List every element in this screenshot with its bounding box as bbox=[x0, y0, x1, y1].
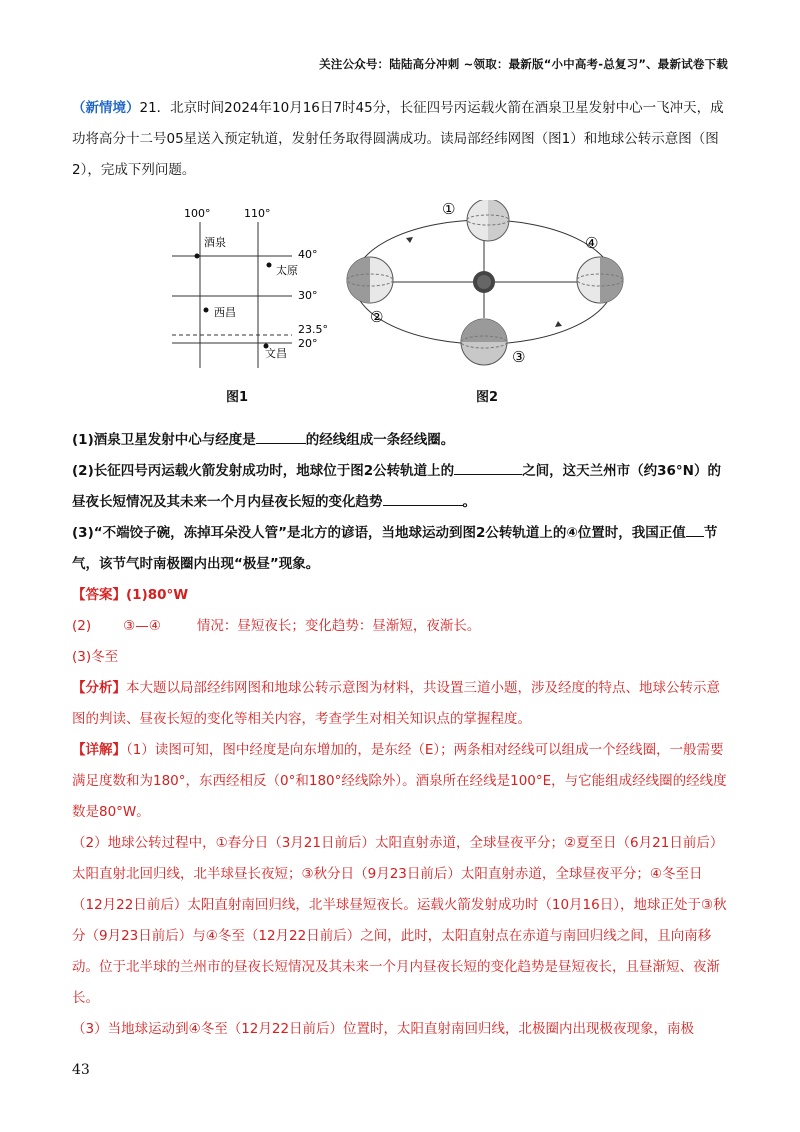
sun-core bbox=[477, 275, 491, 289]
figures bbox=[170, 200, 650, 410]
question-stem bbox=[72, 93, 730, 186]
position-label-2: ② bbox=[370, 308, 384, 326]
answer-3: (3)冬至 bbox=[72, 649, 119, 665]
earth-position-2 bbox=[347, 257, 393, 303]
sub1-text-b: 的经线组成一条经线圈。 bbox=[305, 432, 455, 448]
sub3-text-a: (3)“不端饺子碗，冻掉耳朵没人管”是北方的谚语，当地球运动到图2公转轨道上的④位置时，我国正值 bbox=[72, 525, 686, 541]
place-jiuquan: 酒泉 bbox=[204, 236, 226, 249]
place-dot-taiyuan bbox=[267, 263, 272, 268]
position-label-4: ④ bbox=[585, 234, 599, 252]
answer-line-1 bbox=[72, 580, 730, 611]
position-label-3: ③ bbox=[512, 348, 526, 366]
answer-line-3 bbox=[72, 642, 730, 673]
detail-text-1: （1）读图可知，图中经度是向东增加的，是东经（E）；两条相对经线可以组成一个经线圈，一般需要满足度数和为180°，东西经相反（0°和180°经线除外）。酒泉所在经线是100°E，与它能组成经线圈的经线度数是80°W。 bbox=[72, 742, 727, 820]
orbit-arrow bbox=[555, 321, 562, 327]
detail-p1 bbox=[72, 735, 730, 828]
earth-night-side bbox=[600, 257, 623, 303]
earth-night-side bbox=[461, 319, 507, 342]
answer-1: (1)80°W bbox=[126, 587, 189, 603]
place-wenchang: 文昌 bbox=[265, 347, 287, 360]
question-text: 21．北京时间2024年10月16日7时45分，长征四号丙运载火箭在酒泉卫星发射中心一飞冲天，成功将高分十二号05星送入预定轨道，发射任务取得圆满成功。读局部经纬网图（图1）和地球公转示意图（图2），完成下列问题。 bbox=[72, 100, 724, 178]
earth-position-3 bbox=[461, 319, 507, 365]
place-dot-jiuquan bbox=[195, 254, 200, 259]
answer-blank-2b bbox=[383, 491, 463, 506]
analysis bbox=[72, 673, 730, 735]
page-header: 关注公众号：陆陆高分冲刺 ~领取：最新版“小中高考-总复习”、最新试卷下载 bbox=[319, 57, 728, 71]
place-xichang: 西昌 bbox=[214, 306, 236, 319]
sub2-text-a: (2)长征四号丙运载火箭发射成功时，地球位于图2公转轨道上的 bbox=[72, 463, 455, 479]
figure2-orbit bbox=[347, 200, 623, 366]
lat-label-40: 40° bbox=[298, 248, 318, 261]
place-dot-xichang bbox=[204, 308, 209, 313]
sub-question-2 bbox=[72, 456, 730, 518]
place-taiyuan: 太原 bbox=[276, 264, 298, 277]
lon-label-100: 100° bbox=[184, 207, 211, 220]
earth-night-side bbox=[488, 200, 509, 241]
sub3-text-b: 节气，该节气时南极圈内出现“极昼”现象。 bbox=[72, 525, 718, 572]
page-number: 43 bbox=[72, 1062, 90, 1078]
position-label-1: ① bbox=[442, 200, 456, 218]
detail-label: 【详解】 bbox=[72, 742, 126, 758]
answer-2-text: 情况：昼短夜长；变化趋势：昼渐短，夜渐长。 bbox=[196, 618, 481, 634]
lat-label-30: 30° bbox=[298, 289, 318, 302]
figure2-caption: 图2 bbox=[476, 390, 499, 405]
analysis-label: 【分析】 bbox=[72, 680, 126, 696]
answer-line-2 bbox=[72, 611, 730, 642]
earth-position-1 bbox=[467, 200, 509, 241]
sub-question-1 bbox=[72, 425, 730, 456]
orbit-arrow bbox=[406, 237, 413, 243]
detail-p3 bbox=[72, 1014, 730, 1045]
detail-text-3: （3）当地球运动到④冬至（12月22日前后）位置时，太阳直射南回归线，北极圈内出现极夜现象，南极 bbox=[72, 1021, 695, 1037]
earth-night-side bbox=[347, 257, 370, 303]
sub-question-3 bbox=[72, 518, 730, 580]
answer-2-position: ③—④ bbox=[123, 618, 161, 634]
lon-label-110: 110° bbox=[244, 207, 271, 220]
figure1-graticule bbox=[170, 200, 650, 410]
detail-p2 bbox=[72, 828, 730, 1014]
lat-label-23-5: 23.5° bbox=[298, 323, 328, 336]
figure1-caption: 图1 bbox=[226, 390, 249, 405]
detail-text-2: （2）地球公转过程中，①春分日（3月21日前后）太阳直射赤道，全球昼夜平分；②夏至日（6月21日前后）太阳直射北回归线，北半球昼长夜短；③秋分日（9月23日前后）太阳直射赤道，全球昼夜平分；④冬至日（12月22日前后）太阳直射南回归线，北半球昼短夜长。运载火箭发射成功时（10月16日），地球正处于③秋分（9月23日前后）与④冬至（12月22日前后）之间，此时，太阳直射点在赤道与南回归线之间，且向南移动。位于北半球的兰州市的昼夜长短情况及其未来一个月内昼夜长短的变化趋势是昼短夜长，且昼渐短、夜渐长。 bbox=[72, 835, 727, 1006]
sub1-text-a: (1)酒泉卫星发射中心与经度是 bbox=[72, 432, 256, 448]
lat-label-20: 20° bbox=[298, 337, 318, 350]
answer-label: 【答案】 bbox=[72, 587, 126, 603]
answer-blank-3 bbox=[686, 522, 704, 537]
answer-blank-2a bbox=[454, 460, 522, 475]
analysis-text: 本大题以局部经纬网图和地球公转示意图为材料，共设置三道小题，涉及经度的特点、地球公转示意图的判读、昼夜长短的变化等相关内容，考查学生对相关知识点的掌握程度。 bbox=[72, 680, 720, 727]
sub2-text-c: 。 bbox=[462, 494, 476, 510]
sub2-text-b: 之间，这天兰州市（约36°N）的昼夜长短情况及其未来一个月内昼夜长短的变化趋势 bbox=[72, 463, 721, 510]
answer-2-number: (2) bbox=[72, 618, 92, 634]
earth-position-4 bbox=[577, 257, 623, 303]
question-tag: （新情境） bbox=[72, 100, 140, 116]
answer-blank-1 bbox=[256, 429, 306, 444]
